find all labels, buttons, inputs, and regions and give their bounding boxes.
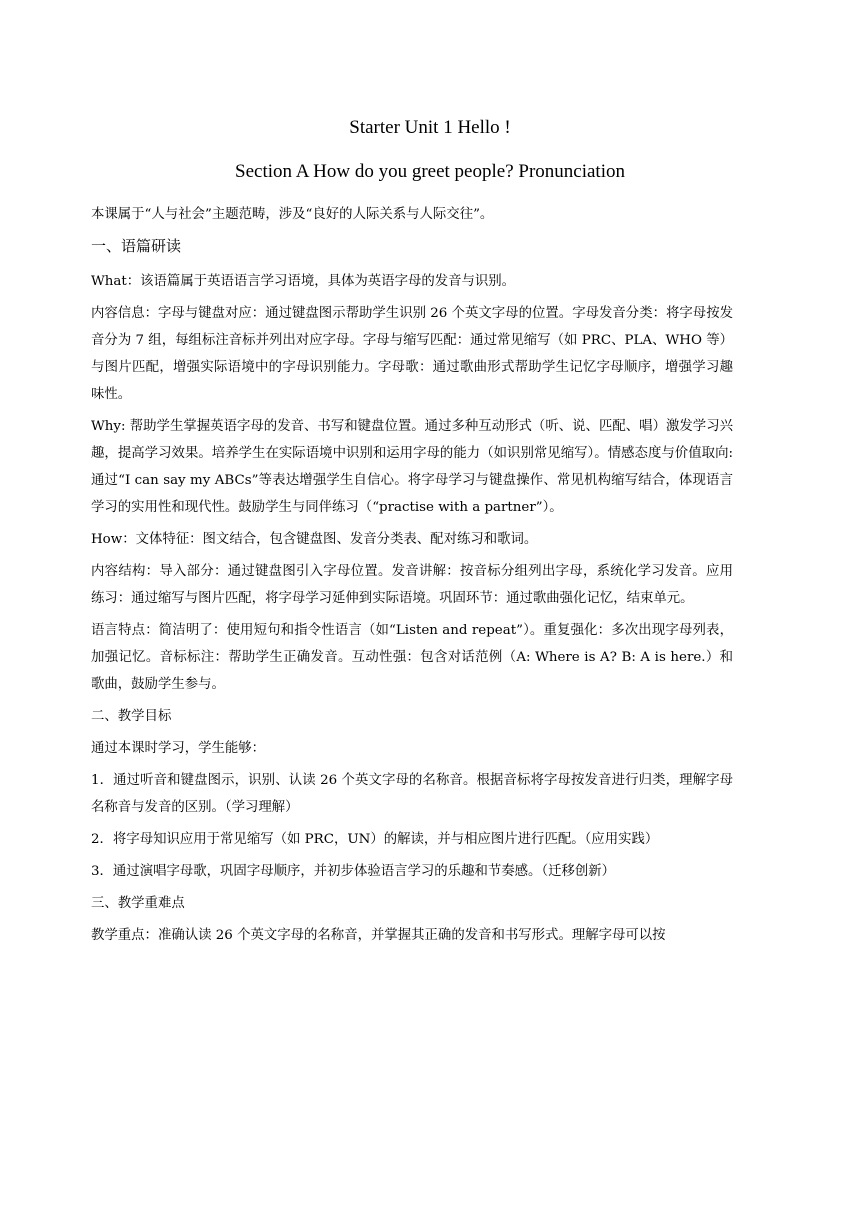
objective-1: 1．通过听音和键盘图示，识别、认读 26 个英文字母的名称音。根据音标将字母按发音进行归类，理解字母名称音与发音的区别。（学习理解） (91, 773, 733, 815)
how-paragraph: How：文体特征：图文结合，包含键盘图、发音分类表、配对练习和歌词。 (91, 532, 538, 547)
document-subtitle: Section A How do you greet people? Pronunciation (235, 161, 625, 182)
language-features-paragraph: 语言特点：简洁明了：使用短句和指令性语言（如“Listen and repeat”）。重复强化：多次出现字母列表，加强记忆。音标标注：帮助学生正确发音。互动性强：包含对话范例（A: Where is A? B: A is here.）和歌曲，鼓励学生参与。 (91, 623, 733, 692)
document-body (91, 201, 733, 954)
objectives-intro: 通过本课时学习，学生能够： (91, 741, 266, 756)
objective-3: 3．通过演唱字母歌，巩固字母顺序，并初步体验语言学习的乐趣和节奏感。（迁移创新） (91, 864, 616, 879)
objective-2: 2．将字母知识应用于常见缩写（如 PRC，UN）的解读，并与相应图片进行匹配。（应用实践） (91, 832, 659, 847)
content-structure-paragraph: 内容结构：导入部分：通过键盘图引入字母位置。发音讲解：按音标分组列出字母，系统化学习发音。应用练习：通过缩写与图片匹配，将字母学习延伸到实际语境。巩固环节：通过歌曲强化记忆，结束单元。 (91, 564, 733, 606)
section-heading-text-analysis: 一、语篇研读 (91, 237, 182, 255)
what-paragraph: What：该语篇属于英语语言学习语境，具体为英语字母的发音与识别。 (91, 274, 516, 289)
document-title: Starter Unit 1 Hello ! (349, 117, 511, 138)
section-heading-key-points: 三、教学重难点 (91, 896, 185, 911)
section-heading-objectives: 二、教学目标 (91, 709, 172, 724)
why-paragraph: Why: 帮助学生掌握英语字母的发音、书写和键盘位置。通过多种互动形式（听、说、匹配、唱）激发学习兴趣，提高学习效果。培养学生在实际语境中识别和运用字母的能力（如识别常见缩写）。情感态度与价值取向: 通过“I can say my ABCs”等表达增强学生自信心。将字母学习与键盘操作、常见机构缩写结合，体现语言学习的实用性和现代性。鼓励学生与同伴练习（“practise with a partner”）。 (91, 419, 733, 515)
key-points-paragraph: 教学重点：准确认读 26 个英文字母的名称音，并掌握其正确的发音和书写形式。理解字母可以按 (91, 928, 666, 943)
content-info-paragraph: 内容信息：字母与键盘对应：通过键盘图示帮助学生识别 26 个英文字母的位置。字母发音分类：将字母按发音分为 7 组，每组标注音标并列出对应字母。字母与缩写匹配：通过常见缩写（如 PRC、PLA、WHO 等）与图片匹配，增强实际语境中的字母识别能力。字母歌：通过歌曲形式帮助学生记忆字母顺序，增强学习趣味性。 (91, 306, 733, 402)
intro-paragraph: 本课属于“人与社会”主题范畴，涉及“良好的人际关系与人际交往”。 (91, 207, 494, 222)
